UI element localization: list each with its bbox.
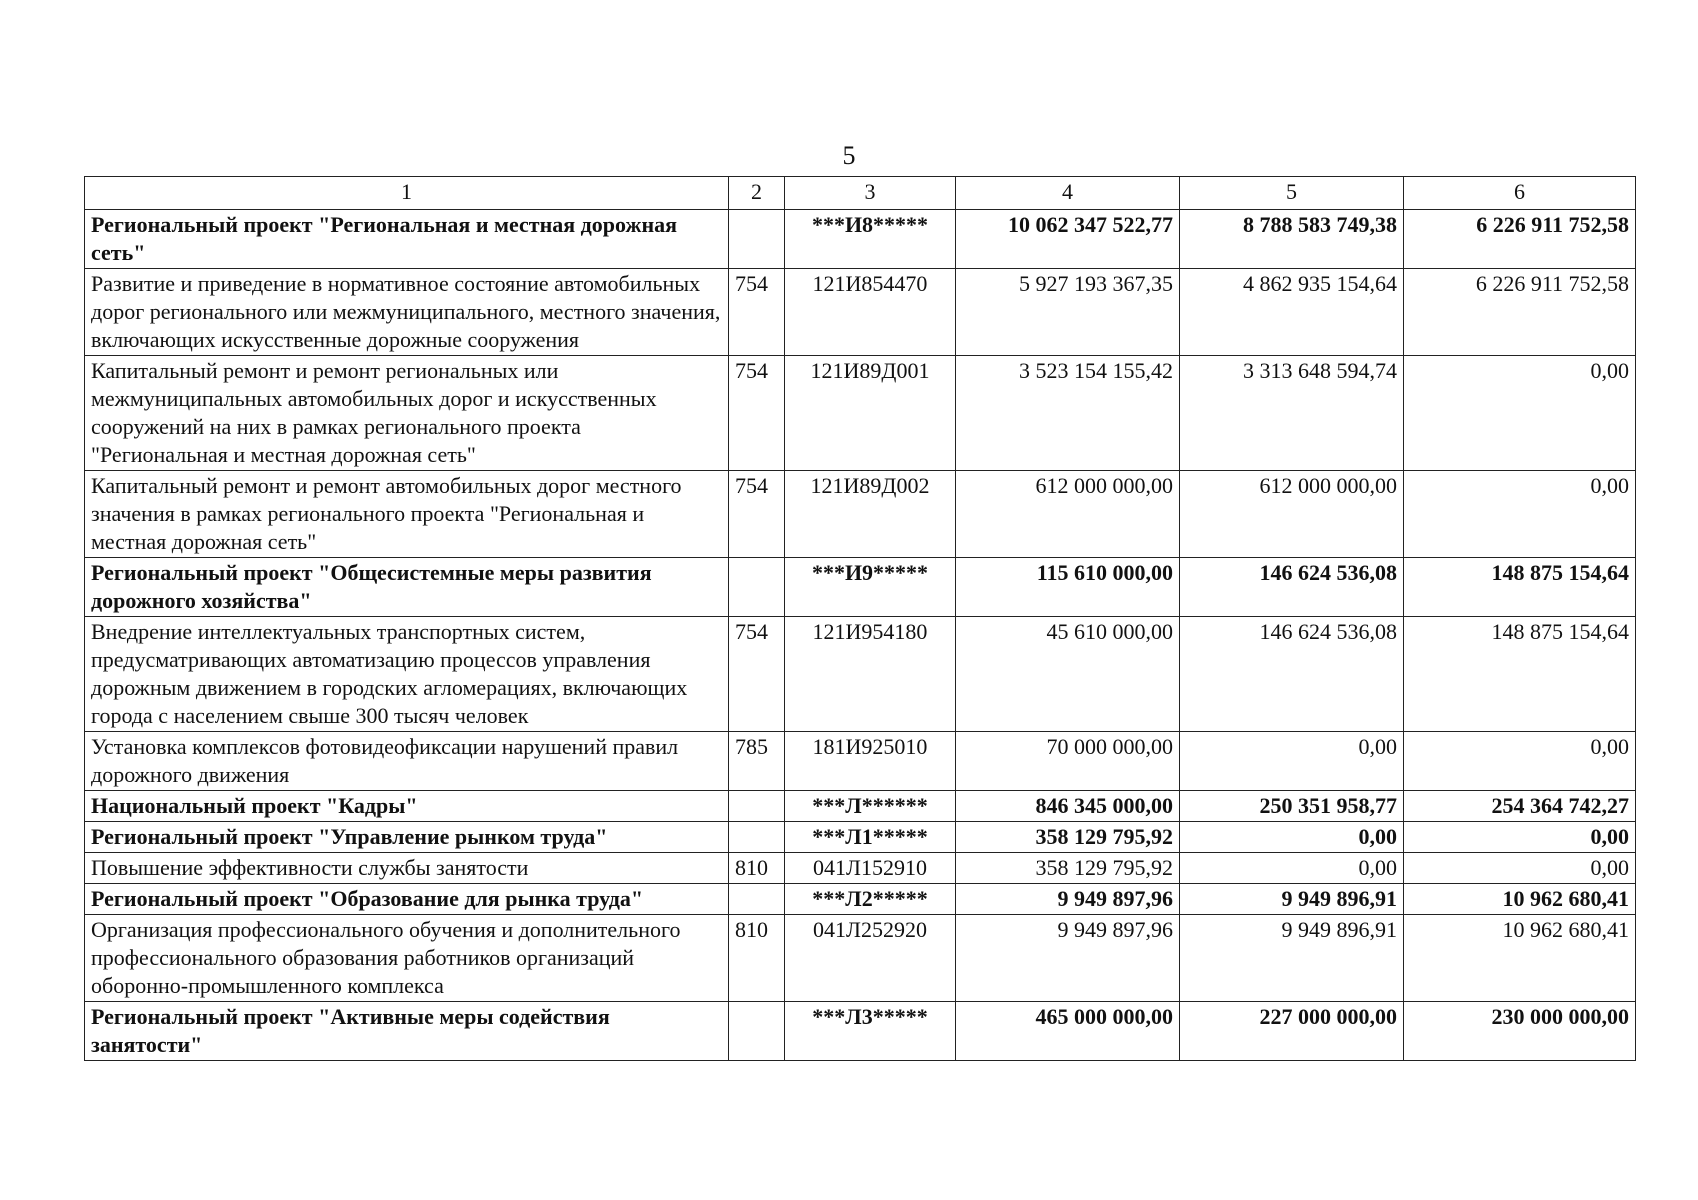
row-gr-cell [729, 1002, 785, 1061]
row-name-cell: Национальный проект "Кадры" [85, 791, 729, 822]
row-code-cell: 041Л252920 [785, 915, 956, 1002]
row-value-col6: 0,00 [1404, 853, 1636, 884]
table-row [85, 853, 1636, 884]
column-header: 2 [729, 177, 785, 210]
row-gr-cell: 754 [729, 471, 785, 558]
column-header: 3 [785, 177, 956, 210]
row-name-cell: Внедрение интеллектуальных транспортных систем, предусматривающих автоматизацию процессов управления дорожным движением в городских агломерациях, включающих города с населением свыше 300 тысяч человек [85, 617, 729, 732]
row-code-cell: 181И925010 [785, 732, 956, 791]
row-value-col5: 0,00 [1180, 732, 1404, 791]
table-row-project [85, 1002, 1636, 1061]
row-name-cell: Региональный проект "Образование для рынка труда" [85, 884, 729, 915]
row-name-cell: Организация профессионального обучения и дополнительного профессионального образования работников организаций оборонно-промышленного комплекса [85, 915, 729, 1002]
row-value-col6: 0,00 [1404, 356, 1636, 471]
row-gr-cell [729, 558, 785, 617]
row-value-col6: 10 962 680,41 [1404, 915, 1636, 1002]
row-value-col6: 0,00 [1404, 822, 1636, 853]
table-row [85, 617, 1636, 732]
row-name-cell: Капитальный ремонт и ремонт региональных или межмуниципальных автомобильных дорог и искусственных сооружений на них в рамках регионального проекта "Региональная и местная дорожная сеть" [85, 356, 729, 471]
row-name-cell: Капитальный ремонт и ремонт автомобильных дорог местного значения в рамках регионального проекта "Региональная и местная дорожная сеть" [85, 471, 729, 558]
table-header-row [85, 177, 1636, 210]
column-header: 5 [1180, 177, 1404, 210]
budget-table [84, 176, 1636, 1061]
row-value-col5: 8 788 583 749,38 [1180, 210, 1404, 269]
row-value-col4: 358 129 795,92 [956, 853, 1180, 884]
row-value-col6: 230 000 000,00 [1404, 1002, 1636, 1061]
row-name-cell: Региональный проект "Общесистемные меры развития дорожного хозяйства" [85, 558, 729, 617]
row-gr-cell [729, 791, 785, 822]
table-row [85, 915, 1636, 1002]
row-gr-cell: 754 [729, 269, 785, 356]
column-header: 4 [956, 177, 1180, 210]
row-value-col4: 115 610 000,00 [956, 558, 1180, 617]
table-row-project [85, 822, 1636, 853]
page-number: 5 [842, 141, 856, 170]
row-code-cell: ***Л2***** [785, 884, 956, 915]
row-value-col5: 0,00 [1180, 853, 1404, 884]
row-value-col4: 45 610 000,00 [956, 617, 1180, 732]
row-value-col6: 10 962 680,41 [1404, 884, 1636, 915]
row-value-col6: 0,00 [1404, 471, 1636, 558]
row-gr-cell: 754 [729, 356, 785, 471]
row-value-col5: 146 624 536,08 [1180, 617, 1404, 732]
row-name-cell: Региональный проект "Региональная и местная дорожная сеть" [85, 210, 729, 269]
row-code-cell: 041Л152910 [785, 853, 956, 884]
column-header: 1 [85, 177, 729, 210]
row-code-cell: 121И954180 [785, 617, 956, 732]
row-code-cell: 121И89Д001 [785, 356, 956, 471]
row-value-col4: 9 949 897,96 [956, 884, 1180, 915]
row-value-col6: 6 226 911 752,58 [1404, 269, 1636, 356]
row-value-col6: 6 226 911 752,58 [1404, 210, 1636, 269]
row-value-col5: 146 624 536,08 [1180, 558, 1404, 617]
table-row [85, 269, 1636, 356]
table-row [85, 471, 1636, 558]
row-value-col4: 10 062 347 522,77 [956, 210, 1180, 269]
row-value-col5: 227 000 000,00 [1180, 1002, 1404, 1061]
row-code-cell: ***Л****** [785, 791, 956, 822]
row-gr-cell [729, 822, 785, 853]
row-code-cell: ***Л3***** [785, 1002, 956, 1061]
row-value-col6: 254 364 742,27 [1404, 791, 1636, 822]
row-gr-cell: 810 [729, 915, 785, 1002]
row-value-col4: 846 345 000,00 [956, 791, 1180, 822]
row-value-col6: 0,00 [1404, 732, 1636, 791]
row-value-col4: 5 927 193 367,35 [956, 269, 1180, 356]
column-header: 6 [1404, 177, 1636, 210]
row-value-col5: 0,00 [1180, 822, 1404, 853]
row-value-col5: 9 949 896,91 [1180, 884, 1404, 915]
row-gr-cell: 754 [729, 617, 785, 732]
row-name-cell: Установка комплексов фотовидеофиксации нарушений правил дорожного движения [85, 732, 729, 791]
row-code-cell: 121И89Д002 [785, 471, 956, 558]
table-row [85, 732, 1636, 791]
row-gr-cell: 785 [729, 732, 785, 791]
row-name-cell: Развитие и приведение в нормативное состояние автомобильных дорог регионального или межмуниципального, местного значения, включающих искусственные дорожные сооружения [85, 269, 729, 356]
table-row-project [85, 884, 1636, 915]
row-value-col6: 148 875 154,64 [1404, 617, 1636, 732]
table-row-project [85, 210, 1636, 269]
row-code-cell: 121И854470 [785, 269, 956, 356]
row-name-cell: Региональный проект "Активные меры содействия занятости" [85, 1002, 729, 1061]
row-gr-cell [729, 210, 785, 269]
row-code-cell: ***И9***** [785, 558, 956, 617]
row-value-col5: 250 351 958,77 [1180, 791, 1404, 822]
row-value-col5: 9 949 896,91 [1180, 915, 1404, 1002]
row-name-cell: Региональный проект "Управление рынком труда" [85, 822, 729, 853]
row-value-col5: 612 000 000,00 [1180, 471, 1404, 558]
table-row [85, 356, 1636, 471]
row-value-col4: 70 000 000,00 [956, 732, 1180, 791]
row-value-col5: 3 313 648 594,74 [1180, 356, 1404, 471]
table-row-project [85, 558, 1636, 617]
row-value-col5: 4 862 935 154,64 [1180, 269, 1404, 356]
row-value-col6: 148 875 154,64 [1404, 558, 1636, 617]
row-code-cell: ***И8***** [785, 210, 956, 269]
row-value-col4: 358 129 795,92 [956, 822, 1180, 853]
row-value-col4: 9 949 897,96 [956, 915, 1180, 1002]
row-gr-cell [729, 884, 785, 915]
row-value-col4: 3 523 154 155,42 [956, 356, 1180, 471]
row-name-cell: Повышение эффективности службы занятости [85, 853, 729, 884]
table-row-project [85, 791, 1636, 822]
row-code-cell: ***Л1***** [785, 822, 956, 853]
row-value-col4: 612 000 000,00 [956, 471, 1180, 558]
row-value-col4: 465 000 000,00 [956, 1002, 1180, 1061]
row-gr-cell: 810 [729, 853, 785, 884]
